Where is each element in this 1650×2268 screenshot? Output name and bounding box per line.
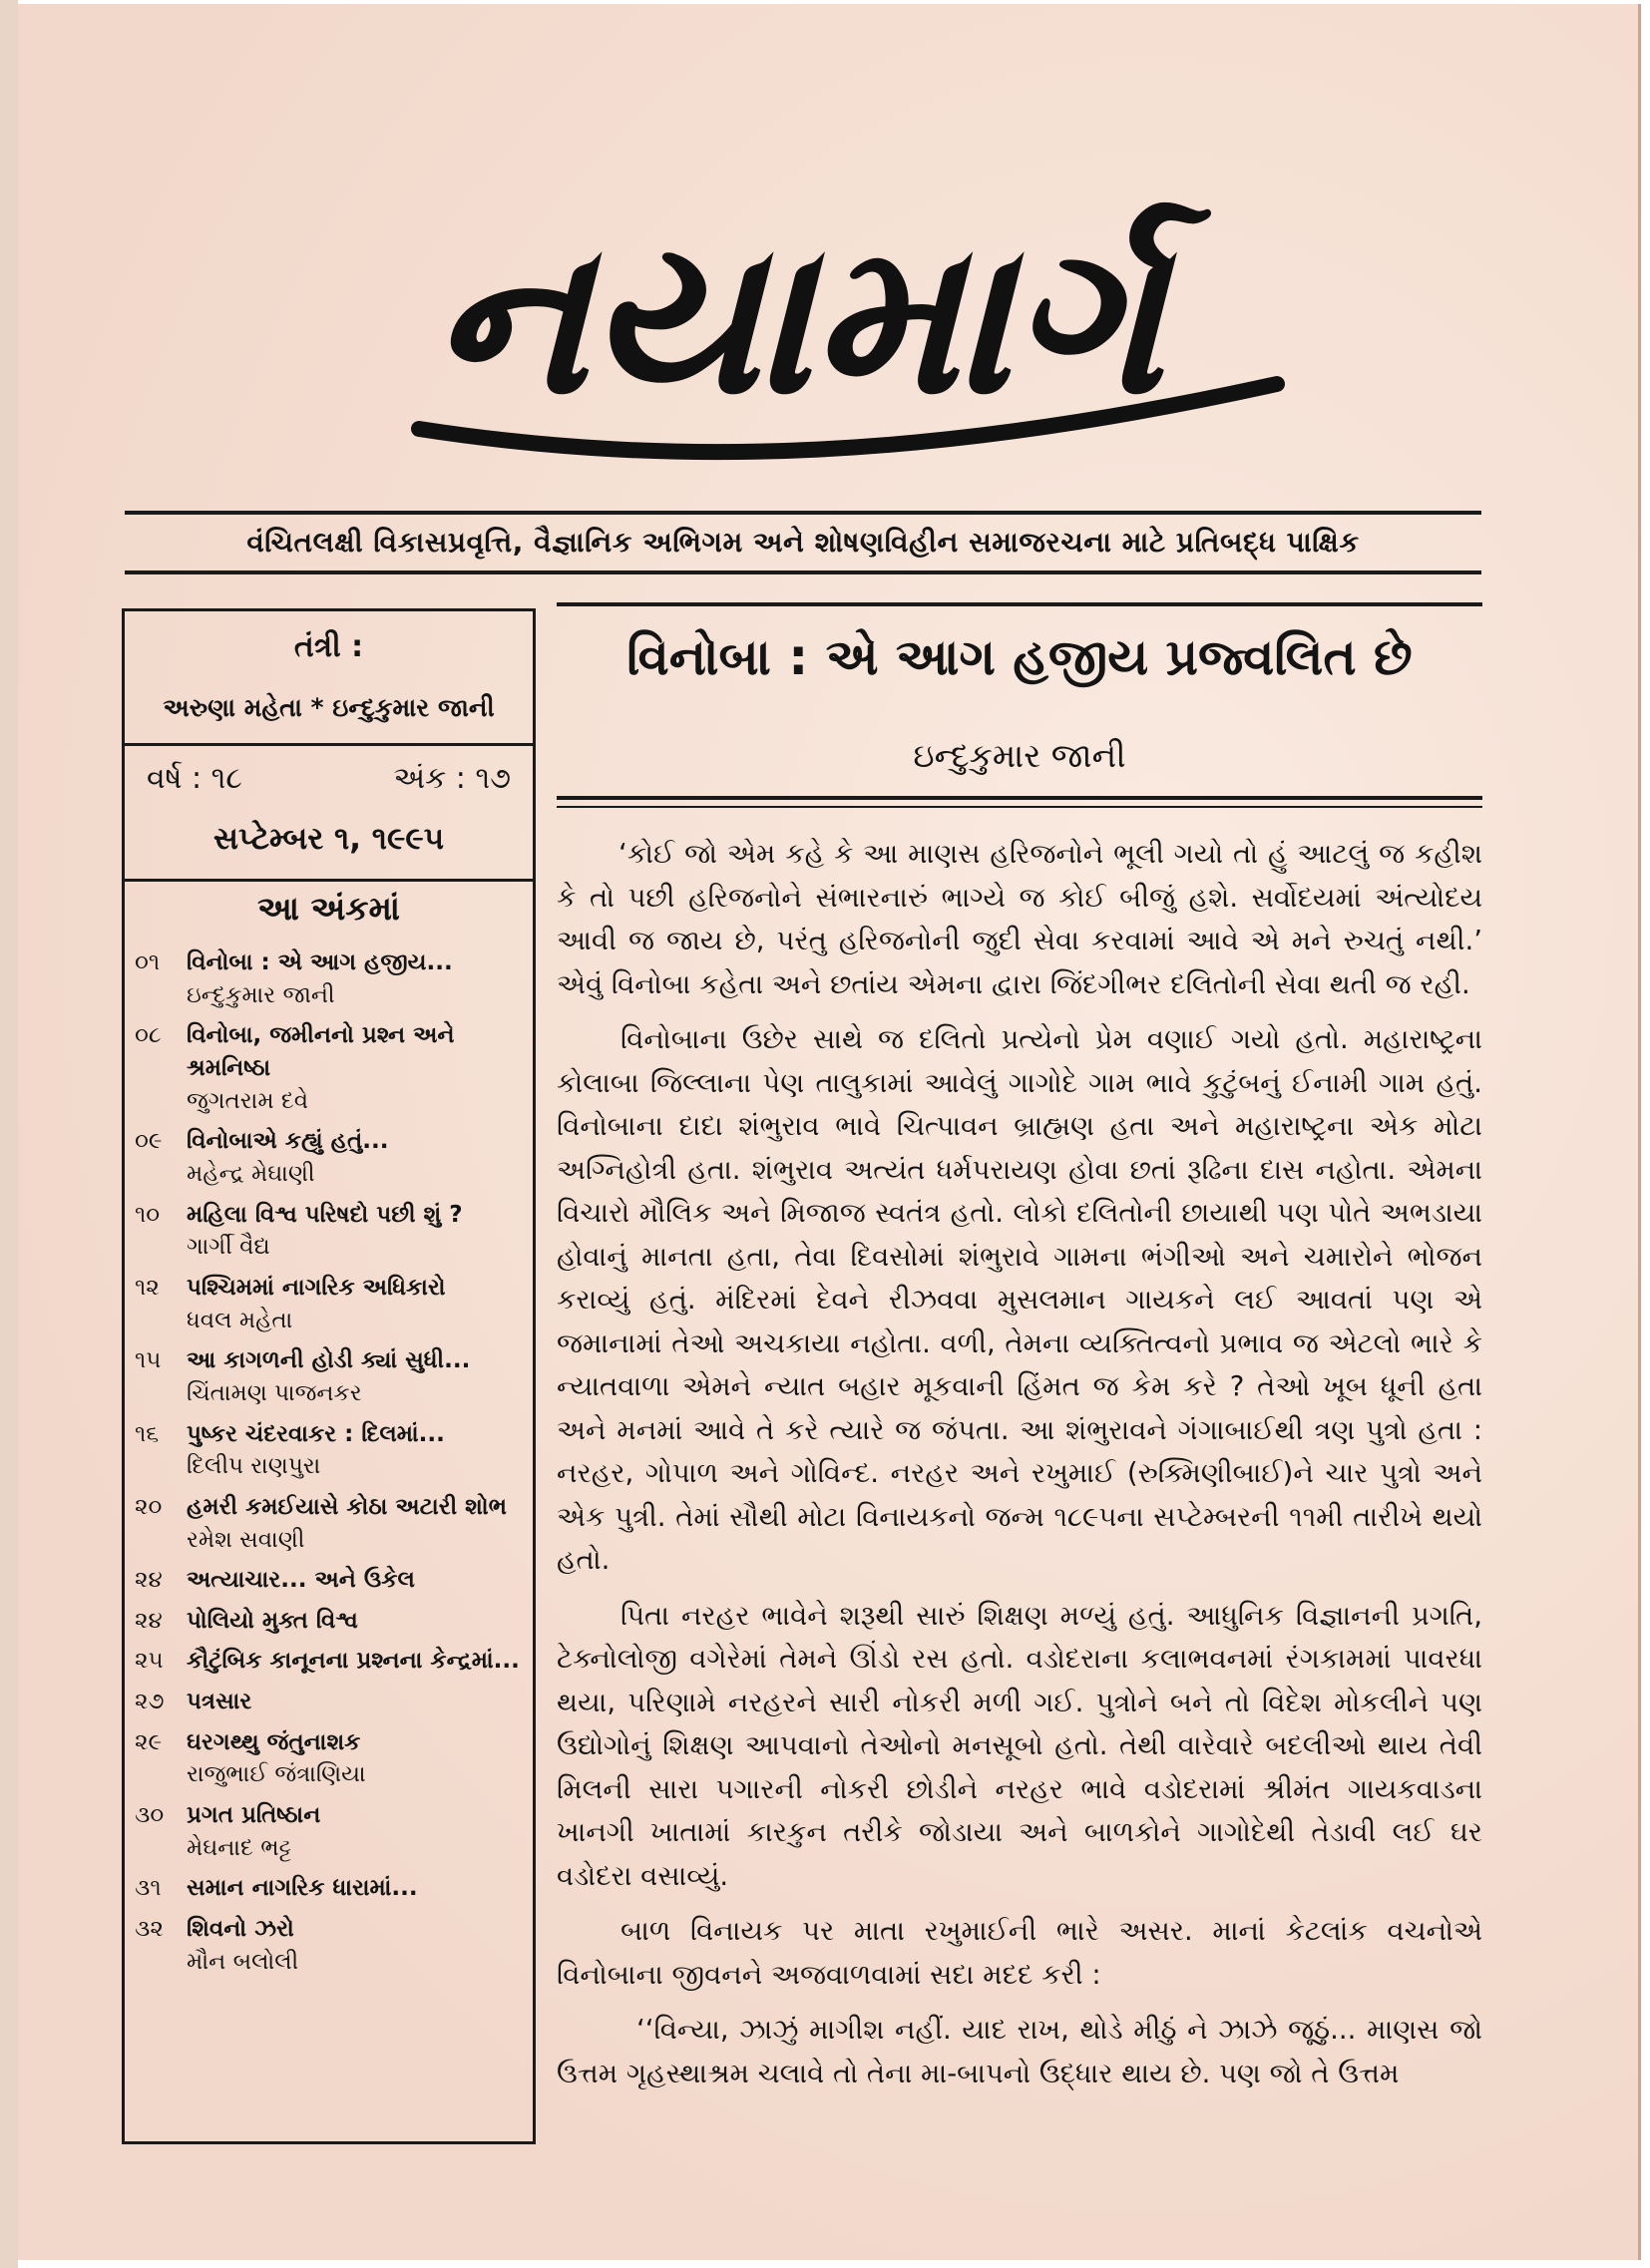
toc-item — [135, 1418, 534, 1483]
toc-item — [135, 1913, 534, 1978]
article-byline: ઇન્દુકુમાર જાની — [913, 736, 1126, 775]
toc-page-number: ૨૯ — [135, 1728, 163, 1755]
toc-page-number: ૦૧ — [135, 949, 161, 975]
editors-names: અરુણા મહેતા * ઇન્દુકુમાર જાની — [163, 693, 495, 722]
issue-date: સપ્ટેમ્બર ૧, ૧૯૯૫ — [212, 821, 445, 857]
toc-article-title: પ્રગત પ્રતિષ્ઠાન — [187, 1802, 321, 1829]
toc-author: દિલીપ રાણપુરા — [187, 1453, 321, 1480]
article-paragraph: ‘કોઈ જો એમ કહે કે આ માણસ હરિજનોને ભૂલી ગયો તો હું આટલું જ કહીશ કે તો પછી હરિજનોને સંભારનારું ભાગ્યે જ કોઈ બીજું હશે. સર્વોદયમાં અંત્યોદય આવી જ જાય છે, પરંતુ હરિજનોની જુદી સેવા કરવામાં આવે એ મને રુચતું નથી.’ એવું વિનોબા કહેતા અને છતાંય એમના દ્વારા જિંદગીભર દલિતોની સેવા થતી જ રહી. — [557, 838, 1482, 1000]
masthead-logo — [299, 130, 1297, 489]
divider — [125, 743, 533, 746]
toc-item — [135, 946, 534, 1011]
toc-item — [135, 1605, 534, 1638]
toc-author: મહેન્દ્ર મેઘાણી — [187, 1160, 315, 1187]
toc-article-title: પુષ્કર ચંદરવાકર : દિલમાં... — [187, 1420, 445, 1447]
toc-article-title: અત્યાચાર... અને ઉકેલ — [187, 1567, 415, 1594]
toc-article-title: મહિલા વિશ્વ પરિષદો પછી શું ? — [187, 1201, 463, 1228]
toc-article-title: પત્રસાર — [187, 1689, 252, 1715]
toc-page-number: ૨૫ — [135, 1648, 164, 1675]
article-paragraph: ‘‘વિન્યા, ઝાઝું માગીશ નહીં. યાદ રાખ, થોડે મીઠું ને ઝાઝે જૂઠું... માણસ જો ઉત્તમ ગૃહસ્થાશ્રમ ચલાવે તો તેના મા-બાપનો ઉદ્ધાર થાય છે. પણ જો તે ઉત્તમ — [557, 2014, 1482, 2089]
toc-page-number: ૨૦ — [135, 1493, 163, 1520]
toc-page-number: ૨૪ — [135, 1607, 163, 1634]
toc-author: ઇન્દુકુમાર જાની — [187, 981, 335, 1008]
toc-page-number: ૧૦ — [135, 1201, 161, 1228]
toc-page-number: ૧૬ — [135, 1420, 160, 1447]
article-paragraph: વિનોબાના ઉછેર સાથે જ દલિતો પ્રત્યેનો પ્રેમ વણાઈ ગયો હતો. મહારાષ્ટ્રના કોલાબા જિલ્લાના પેણ તાલુકામાં આવેલું ગાગોદે ગામ ભાવે કુટુંબનું ઈનામી ગામ હતું. વિનોબાના દાદા શંભુરાવ ભાવે ચિત્પાવન બ્રાહ્મણ હતા અને મહારાષ્ટ્રના એક મોટા અગ્નિહોત્રી હતા. શંભુરાવ અત્યંત ધર્મપરાયણ હોવા છતાં રૂઢિના દાસ નહોતા. એમના વિચારો મૌલિક અને મિજાજ સ્વતંત્ર હતો. લોકો દલિતોની છાયાથી પણ પોતે અભડાયા હોવાનું માનતા હતા, તેવા દિવસોમાં શંભુરાવે ગામના ભંગીઓ અને ચમારોને ભોજન કરાવ્યું હતું. મંદિરમાં દેવને રીઝવવા મુસલમાન ગાયકને લઈ આવતાં પણ એ જમાનામાં તેઓ અચકાયા નહોતા. વળી, તેમના વ્યક્તિત્વનો પ્રભાવ જ એટલો ભારે કે ન્યાતવાળા એમને ન્યાત બહાર મૂકવાની હિંમત જ કેમ કરે ? તેઓ ખૂબ ધૂની હતા અને મનમાં આવે તે કરે ત્યારે જ જંપતા. આ શંભુરાવને ગંગાબાઈથી ત્રણ પુત્રો હતા : નરહર, ગોપાળ અને ગોવિન્દ. નરહર અને રખુમાઈ (રુક્મિણીબાઈ)ને ચાર પુત્રો અને એક પુત્રી. તેમાં સૌથી મોટા વિનાયકનો જન્મ ૧૮૯૫ના સપ્ટેમ્બરની ૧૧મી તારીખે થયો હતો. — [557, 1023, 1482, 1576]
sidebar — [122, 608, 536, 2144]
article-paragraph: પિતા નરહર ભાવેને શરૂથી સારું શિક્ષણ મળ્યું હતું. આધુનિક વિજ્ઞાનની પ્રગતિ, ટેક્નોલોજી વગેરેમાં તેમને ઊંડો રસ હતો. વડોદરાના કલાભવનમાં રંગકામમાં પાવરધા થયા, પરિણામે નરહરને સારી નોકરી મળી ગઈ. પુત્રોને બને તો વિદેશ મોકલીને પણ ઉદ્યોગોનું શિક્ષણ આપવાનો તેઓનો મનસૂબો હતો. તેથી વારેવારે બદલીઓ થાય તેવી મિલની સારા પગારની નોકરી છોડીને નરહર ભાવે વડોદરામાં શ્રીમંત ગાયકવાડના ખાનગી ખાતામાં કારકુન તરીકે જોડાયા અને બાળકોને ગાગોદેથી તેડાવી લઈ ઘર વડોદરા વસાવ્યું. — [557, 1599, 1482, 1892]
toc-item — [135, 1199, 534, 1264]
article-paragraph: બાળ વિનાયક પર માતા રખુમાઈની ભારે અસર. માનાં કેટલાંક વચનોએ વિનોબાના જીવનને અજવાળવામાં સદા મદદ કરી : — [557, 1915, 1482, 1991]
toc-article-title: શિવનો ઝરો — [187, 1916, 294, 1943]
toc-page-number: ૩૨ — [135, 1916, 164, 1943]
toc-article-title: સમાન નાગરિક ધારામાં... — [187, 1875, 418, 1902]
tagline: વંચિતલક્ષી વિકાસપ્રવૃત્તિ, વૈજ્ઞાનિક અભિગમ અને શોષણવિહીન સમાજરચના માટે પ્રતિબદ્ધ પાક્ષિક — [125, 511, 1481, 574]
toc-article-title: હમરી કમઈયાસે કોઠા અટારી શોભ — [187, 1493, 508, 1520]
toc-article-title: વિનોબાએ કહ્યું હતું... — [187, 1128, 389, 1155]
article-headline: વિનોબા : એ આગ હજીય પ્રજ્વલિત છે — [626, 628, 1413, 686]
toc-article-title: વિનોબા, જમીનનો પ્રશ્ન અને શ્રમનિષ્ઠા — [187, 1022, 455, 1081]
toc-page-number: ૩૦ — [135, 1802, 165, 1829]
toc-author: રમેશ સવાણી — [187, 1526, 305, 1553]
toc-item — [135, 1491, 534, 1556]
toc-author: ગાર્ગી વૈદ્ય — [187, 1234, 270, 1261]
issue-number: અંક : ૧૭ — [393, 761, 511, 796]
toc-page-number: ૦૮ — [135, 1022, 162, 1049]
toc-page-number: ૨૭ — [135, 1689, 165, 1715]
toc-page-number: ૦૯ — [135, 1128, 163, 1155]
toc-item — [135, 1686, 534, 1718]
divider — [125, 879, 533, 882]
toc-article-title: ઘરગથ્થુ જંતુનાશક — [187, 1728, 361, 1755]
page-edge — [0, 0, 18, 2268]
divider — [557, 796, 1482, 808]
masthead-title: નયામાર્ગ — [432, 196, 1164, 441]
toc-item — [135, 1344, 534, 1409]
toc-page-number: ૧૨ — [135, 1274, 160, 1301]
toc-author: ધવલ મહેતા — [187, 1307, 293, 1333]
toc-item — [135, 1799, 534, 1864]
table-of-contents — [135, 946, 534, 1986]
toc-page-number: ૩૧ — [135, 1875, 162, 1902]
toc-article-title: કૌટુંબિક કાનૂનના પ્રશ્નના કેન્દ્રમાં... — [187, 1648, 520, 1675]
toc-author: મૌન બલોલી — [187, 1948, 299, 1975]
toc-item — [135, 1019, 534, 1117]
toc-item — [135, 1645, 534, 1678]
toc-page-number: ૧૫ — [135, 1347, 162, 1374]
toc-author: રાજુભાઈ જંત્રાણિયા — [187, 1761, 366, 1788]
volume-number: વર્ષ : ૧૮ — [147, 761, 242, 796]
toc-item — [135, 1272, 534, 1336]
toc-author: ચિંતામણ પાજનકર — [187, 1379, 362, 1406]
toc-title: આ અંકમાં — [257, 889, 400, 928]
editor-label: તંત્રી : — [293, 629, 364, 664]
toc-item — [135, 1726, 534, 1791]
toc-item — [135, 1125, 534, 1190]
toc-author: જુગતરામ દવે — [187, 1087, 309, 1114]
toc-article-title: પશ્ચિમમાં નાગરિક અધિકારો — [187, 1274, 446, 1301]
toc-article-title: વિનોબા : એ આગ હજીય... — [187, 949, 453, 975]
divider — [557, 602, 1482, 606]
toc-author: મેઘનાદ ભટ્ટ — [187, 1834, 292, 1861]
toc-article-title: આ કાગળની હોડી ક્યાં સુધી... — [187, 1347, 471, 1374]
toc-item — [135, 1872, 534, 1905]
toc-page-number: ૨૪ — [135, 1567, 163, 1594]
article-body — [557, 833, 1482, 2149]
toc-item — [135, 1564, 534, 1597]
toc-article-title: પોલિયો મુક્ત વિશ્વ — [187, 1607, 358, 1634]
